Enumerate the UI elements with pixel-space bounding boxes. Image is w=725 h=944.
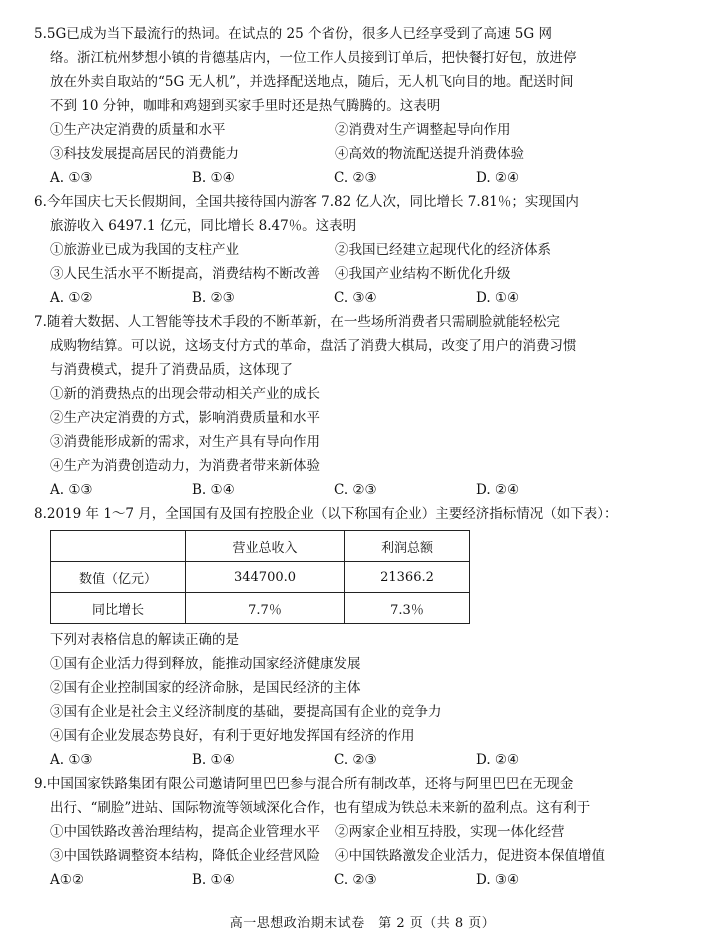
question-9-answer-d: D. ③④ <box>476 872 520 888</box>
table-header-row <box>51 531 470 562</box>
question-7-option-3: ③消费能形成新的需求，对生产具有导向作用 <box>50 434 320 450</box>
question-7 <box>34 312 697 500</box>
question-5-answer-c: C. ②③ <box>334 170 377 186</box>
question-5 <box>34 24 697 188</box>
question-8-prompt: 下列对表格信息的解读正确的是 <box>50 632 239 648</box>
question-7-option-4: ④生产为消费创造动力，为消费者带来新体验 <box>50 458 320 474</box>
page-footer: 高一思想政治期末试卷 第 2 页（共 8 页） <box>229 916 496 931</box>
question-9-stem-line-2: 出行、“刷脸”进站、国际物流等领域深化合作，也有望成为铁总未来新的盈利点。这有利于 <box>50 800 591 816</box>
question-5-stem-line-1: 5.5G已成为当下最流行的热词。在试点的 25 个省份，很多人已经享受到了高速 5G 网 <box>34 26 552 42</box>
question-8-answer-c: C. ②③ <box>334 752 377 768</box>
question-9-answer-a: A①② <box>50 872 84 888</box>
question-9-option-4: ④中国铁路激发企业活力，促进资本保值增值 <box>335 848 605 864</box>
question-9-option-2: ②两家企业相互持股，实现一体化经营 <box>335 824 565 840</box>
question-6-answer-c: C. ③④ <box>334 290 377 306</box>
question-6-options-row-2 <box>34 264 697 284</box>
question-9-answer-b: B. ①④ <box>192 872 235 888</box>
question-8-option-1: ①国有企业活力得到释放，能推动国家经济健康发展 <box>50 656 361 672</box>
question-8-answer-d: D. ②④ <box>476 752 520 768</box>
question-8-option-4: ④国有企业发展态势良好，有利于更好地发挥国有经济的作用 <box>50 728 415 744</box>
table-cell: 同比增长 <box>51 593 186 624</box>
question-6-options-row-1 <box>34 240 697 260</box>
table-header-cell: 利润总额 <box>345 531 470 562</box>
question-5-stem-line-4: 不到 10 分钟，咖啡和鸡翅到买家手里时还是热气腾腾的。这表明 <box>50 98 441 114</box>
question-5-option-1: ①生产决定消费的质量和水平 <box>50 122 226 138</box>
question-5-answers <box>34 168 697 188</box>
question-5-option-4: ④高效的物流配送提升消费体验 <box>335 146 524 162</box>
state-enterprise-table <box>50 530 470 624</box>
question-6-option-2: ②我国已经建立起现代化的经济体系 <box>335 242 551 258</box>
question-9-options-row-2 <box>34 846 697 866</box>
question-6-stem-line-1: 6.今年国庆七天长假期间，全国共接待国内游客 7.82 亿人次，同比增长 7.81％；实现国内 <box>34 194 579 210</box>
question-7-answer-a: A. ①③ <box>50 482 93 498</box>
question-7-answers <box>34 480 697 500</box>
question-8-option-3: ③国有企业是社会主义经济制度的基础，要提高国有企业的竞争力 <box>50 704 442 720</box>
question-9-option-1: ①中国铁路改善治理结构，提高企业管理水平 <box>50 824 320 840</box>
question-8-answer-b: B. ①④ <box>192 752 235 768</box>
table-cell: 7.7％ <box>186 593 345 624</box>
question-5-stem-line-2: 络。浙江杭州梦想小镇的肯德基店内，一位工作人员接到订单后，把快餐打好包，放进停 <box>50 50 577 66</box>
question-5-option-3: ③科技发展提高居民的消费能力 <box>50 146 239 162</box>
question-7-option-1: ①新的消费热点的出现会带动相关产业的成长 <box>50 386 320 402</box>
question-7-option-2: ②生产决定消费的方式，影响消费质量和水平 <box>50 410 320 426</box>
table-header-cell <box>51 531 186 562</box>
question-9 <box>34 774 697 890</box>
question-5-stem-line-3: 放在外卖自取站的“5G 无人机”，并选择配送地点，随后，无人机飞向目的地。配送时间 <box>50 74 574 90</box>
question-7-stem-line-2: 成购物结算。可以说，这场支付方式的革命，盘活了消费大棋局，改变了用户的消费习惯 <box>50 338 577 354</box>
question-5-answer-a: A. ①③ <box>50 170 93 186</box>
question-6-answer-d: D. ①④ <box>476 290 520 306</box>
question-6-option-3: ③人民生活水平不断提高，消费结构不断改善 <box>50 266 320 282</box>
question-8 <box>34 504 697 770</box>
question-6-answers <box>34 288 697 308</box>
question-5-options-row-2 <box>34 144 697 164</box>
question-5-answer-b: B. ①④ <box>192 170 235 186</box>
question-9-stem-line-1: 9.中国国家铁路集团有限公司邀请阿里巴巴参与混合所有制改革，还将与阿里巴巴在无现金 <box>34 776 574 792</box>
table-cell: 344700.0 <box>186 562 345 593</box>
table-cell: 7.3％ <box>345 593 470 624</box>
question-7-answer-d: D. ②④ <box>476 482 520 498</box>
question-5-options-row-1 <box>34 120 697 140</box>
table-header-cell: 营业总收入 <box>186 531 345 562</box>
question-9-option-3: ③中国铁路调整资本结构，降低企业经营风险 <box>50 848 320 864</box>
question-6 <box>34 192 697 308</box>
question-6-answer-b: B. ②③ <box>192 290 235 306</box>
question-7-answer-c: C. ②③ <box>334 482 377 498</box>
question-9-answers <box>34 870 697 890</box>
question-5-option-2: ②消费对生产调整起导向作用 <box>335 122 511 138</box>
table-cell: 21366.2 <box>345 562 470 593</box>
question-6-answer-a: A. ①② <box>50 290 93 306</box>
question-8-answer-a: A. ①③ <box>50 752 93 768</box>
question-9-options-row-1 <box>34 822 697 842</box>
table-row <box>51 562 470 593</box>
question-8-option-2: ②国有企业控制国家的经济命脉，是国民经济的主体 <box>50 680 361 696</box>
question-7-answer-b: B. ①④ <box>192 482 235 498</box>
question-6-option-4: ④我国产业结构不断优化升级 <box>335 266 511 282</box>
question-8-answers <box>34 750 697 770</box>
question-6-option-1: ①旅游业已成为我国的支柱产业 <box>50 242 239 258</box>
question-8-stem-line-1: 8.2019 年 1～7 月，全国国有及国有控股企业（以下称国有企业）主要经济指标情况（如下表）： <box>34 506 618 522</box>
question-6-stem-line-2: 旅游收入 6497.1 亿元，同比增长 8.47％。这表明 <box>50 218 357 234</box>
question-7-stem-line-3: 与消费模式，提升了消费品质，这体现了 <box>50 362 293 378</box>
table-row <box>51 593 470 624</box>
question-7-stem-line-1: 7.随着大数据、人工智能等技术手段的不断革新，在一些场所消费者只需刷脸就能轻松完 <box>34 314 560 330</box>
table-cell: 数值（亿元） <box>51 562 186 593</box>
question-5-answer-d: D. ②④ <box>476 170 520 186</box>
question-9-answer-c: C. ②③ <box>334 872 377 888</box>
